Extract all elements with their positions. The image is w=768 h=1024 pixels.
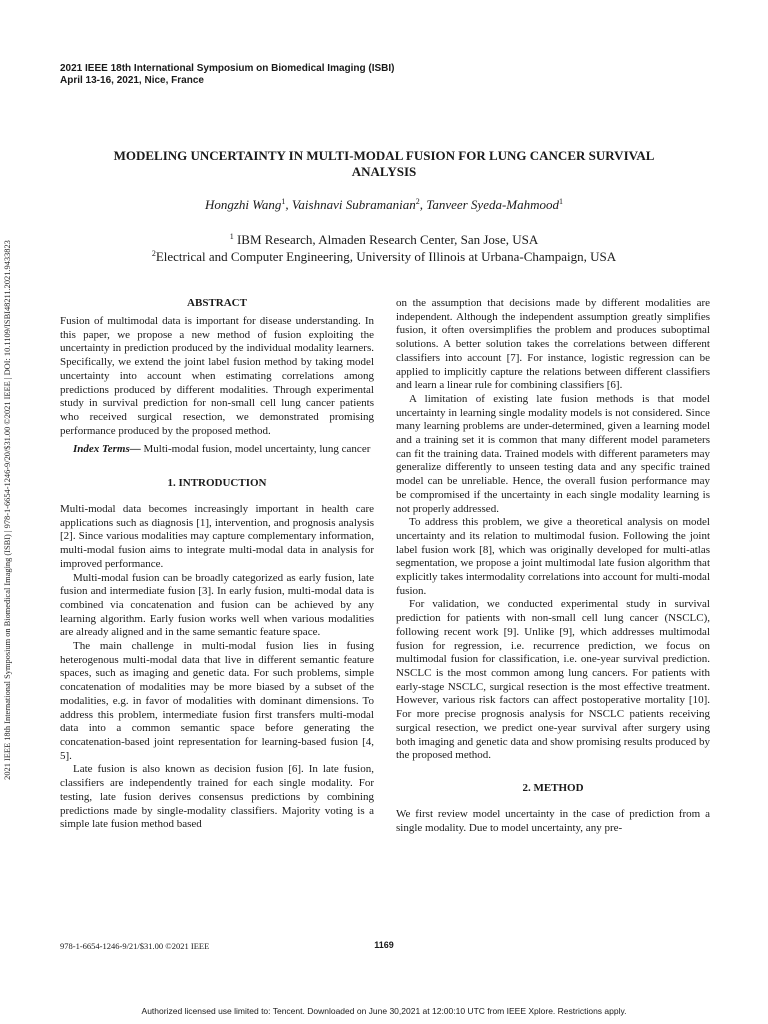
index-terms-text: Multi-modal fusion, model uncertainty, lung cancer (140, 443, 371, 456)
paragraph: To address this problem, we give a theoretical analysis on model uncertainty and its relation to multimodal fusion. Following the joint label fusion work [8], which was originally developed for multi-atlas segmentation, we propose a joint multimodal late fusion algorithm that explicitly takes intermodality correlations into account for multi-modal fusion. (396, 516, 710, 597)
author-name: Tanveer Syeda-Mahmood (426, 197, 560, 212)
conference-date-location: April 13-16, 2021, Nice, France (60, 75, 204, 86)
affiliation-text: IBM Research, Almaden Research Center, San Jose, USA (233, 232, 539, 247)
affiliation-text: Electrical and Computer Engineering, University of Illinois at Urbana-Champaign, USA (155, 248, 617, 264)
abstract-heading: ABSTRACT (187, 297, 247, 309)
author-affiliation-mark: 2 (415, 197, 420, 206)
paragraph: Multi-modal data becomes increasingly important in health care applications such as diagnosis [1], intervention, and prognosis analysis [2]. Since various modalities may capture complementary information, multi-modal fusion aims to integrate multi-modal data in analysis for improved performance. (60, 503, 374, 570)
method-heading: 2. METHOD (522, 781, 584, 794)
paragraph: on the assumption that decisions made by different modalities are independent. Although the independent assumption greatly simplifies fusion, it often oversimplifies the problem and produces suboptimal solutions. A better solution takes the correlations between different classifiers into account [7]. For instance, logistic regression can be applied to implicitly capture the relations between different classifiers and learn a linear rule for combining classifiers [6]. (396, 297, 710, 392)
title-line-2: ANALYSIS (351, 164, 417, 179)
left-column (60, 297, 374, 832)
right-column (396, 297, 710, 835)
affiliations (40, 232, 728, 265)
paragraph: Multi-modal fusion can be broadly categorized as early fusion, late fusion and intermediate fusion [3]. In early fusion, multi-modal data is combined via concatenation and fusion can be achieved by any learning algorithm. Early fusion works well when various modalities are already aligned and in the same semantic feature space. (60, 571, 374, 639)
author-separator: , (419, 197, 427, 212)
page-number: 1169 (374, 940, 394, 950)
affiliation (40, 249, 728, 266)
author-name: Hongzhi Wang (204, 197, 282, 212)
author-affiliation-mark: 1 (559, 197, 564, 206)
conference-header (60, 63, 395, 87)
author-list (40, 197, 728, 213)
affiliation (40, 232, 728, 249)
paragraph: Late fusion is also known as decision fusion [6]. In late fusion, classifiers are independently trained for each single modality. For testing, late fusion derives consensus predictions by combining predictions made by single-modality classifiers. Majority voting is a simple late fusion method based (60, 763, 374, 831)
index-terms-label: Index Terms— (73, 443, 141, 456)
paper-title (40, 148, 728, 180)
introduction-heading: 1. INTRODUCTION (167, 477, 267, 490)
affiliation-mark: 2 (151, 248, 156, 258)
license-notice: Authorized licensed use limited to: Tencent. Downloaded on June 30,2021 at 12:00:10 UTC from IEEE Xplore. Restrictions apply. (141, 1006, 627, 1016)
paragraph: We first review model uncertainty in the case of prediction from a single modality. Due to model uncertainty, any pre- (396, 807, 710, 834)
abstract-text: Fusion of multimodal data is important for disease understanding. In this paper, we propose a new method of fusion exploiting the uncertainty in prediction produced by the individual modality learners. Specifically, we extend the joint label fusion method by taking model uncertainty into account when estimating correlations among predictions produced by different modalities. Through experimental study in survival prediction for non-small cell lung cancer patients who received surgical resection, we demonstrated promising performance produced by the proposed method. (60, 315, 374, 437)
footer-copyright: 978-1-6654-1246-9/21/$31.00 ©2021 IEEE (60, 941, 210, 951)
affiliation-mark: 1 (229, 232, 234, 241)
author-separator: , (285, 197, 292, 212)
paragraph: The main challenge in multi-modal fusion lies in fusing heterogenous multi-modal data that live in different semantic feature spaces, such as imaging and genetic data. For such problems, simple concatenation of modalities may be more biased by a subset of the modalities, e.g. in favor of modalities with dominant dimensions. To address this problem, intermediate fusion first transfers multi-modal data into a common semantic space before generating the concatenation-based joint representation for learning-based fusion [4, 5]. (60, 640, 374, 762)
paragraph: A limitation of existing late fusion methods is that model uncertainty in learning single modality models is not considered. Since many learning problems are under-determined, given a learning model and a training set it is common that many different model parameters can fit the training data. Trained models with different parameters may generalize differently to unseen testing data and any specific trained model can be unreliable. Hence, the overall fusion performance may be compromised if the uncertainty in each single modality learning is not properly addressed. (396, 392, 710, 515)
author-name: Vaishnavi Subramanian (291, 197, 416, 212)
conference-name: 2021 IEEE 18th International Symposium on Biomedical Imaging (ISBI) (60, 63, 395, 74)
paragraph: For validation, we conducted experimental study in survival prediction for patients with non-small cell lung cancer (NSCLC), following recent work [9]. Unlike [9], which addresses multimodal fusion for regression, i.e. recurrence prediction, we focus on multimodal fusion for classification, i.e. one-year survival prediction. NSCLC is the most common among lung cancers. For patients with early-stage NSCLC, surgical resection is the most effective treatment. However, various risk factors can affect postoperative mortality [10]. For more precise prognosis analysis for NSCLC patients receiving surgical resection, we predict one-year survival after surgery using both imaging and genetic data and show promising results produced by the proposed method. (396, 598, 710, 762)
doi-sidebar: 2021 IEEE 18th International Symposium on Biomedical Imaging (ISBI) | 978-1-6654-1246-9/20/$31.00 ©2021 IEEE | DOI: 10.1109/ISBI48211.2021.9433823 (3, 240, 12, 780)
author-affiliation-mark: 1 (281, 197, 286, 206)
index-terms (60, 443, 374, 457)
title-line-1: MODELING UNCERTAINTY IN MULTI-MODAL FUSION FOR LUNG CANCER SURVIVAL (113, 148, 655, 163)
